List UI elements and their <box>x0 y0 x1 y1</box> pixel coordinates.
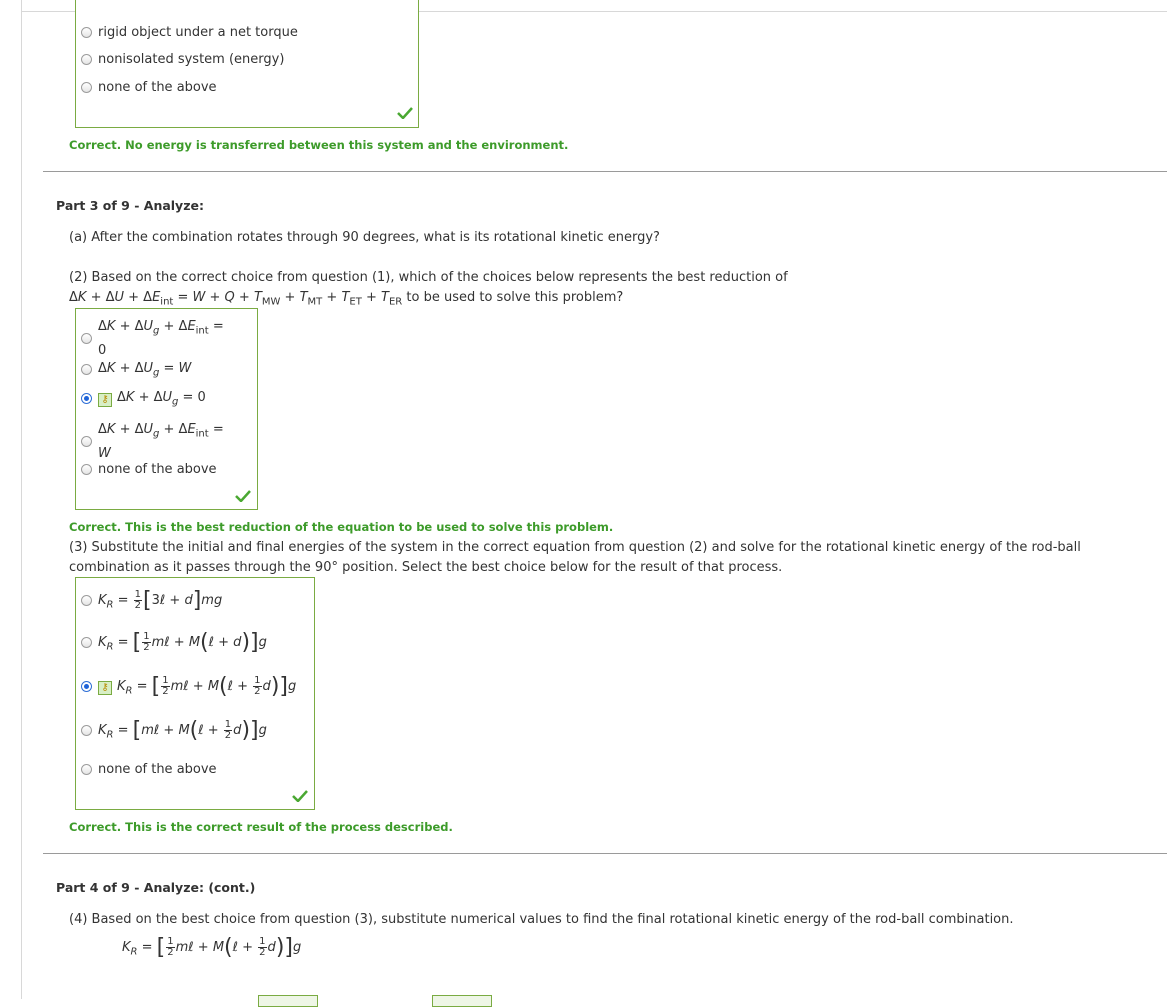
checkmark-icon <box>235 490 251 502</box>
option-label: rigid object under a net torque <box>98 25 298 40</box>
q2-option-2-selected[interactable] <box>81 390 206 408</box>
radio-button[interactable] <box>81 364 92 375</box>
part2-feedback: Correct. No energy is transferred between this system and the environment. <box>69 138 569 152</box>
radio-button-selected[interactable] <box>81 393 92 404</box>
option-nonisolated[interactable] <box>81 52 284 67</box>
section-divider <box>43 853 1167 854</box>
question3-answer-box <box>75 577 315 810</box>
equation-label: $K_R$ = [mℓ + M(ℓ + $\frac{1}{2}$ d)]g <box>98 718 267 743</box>
option-label: none of the above <box>98 762 217 777</box>
question-3-line1: (3) Substitute the initial and final energies of the system in the correct equation from question (2) and solve for the rotational kinetic energy of the rod-ball <box>69 540 1081 555</box>
equation-label: $K_R$ = [ $\frac{1}{2}$ mℓ + M(ℓ + d)]g <box>98 630 267 655</box>
q2-option-3[interactable] <box>81 420 224 463</box>
equation-label: $K_R$ = $\frac{1}{2}$ [3ℓ + d]mg <box>98 588 223 613</box>
radio-button-selected[interactable] <box>81 681 92 692</box>
part3-title: Part 3 of 9 - Analyze: <box>56 198 204 213</box>
equation-label: $\Delta K + \Delta U_g + \Delta E_{int}$ = W <box>98 422 224 461</box>
equation-label: $\Delta K + \Delta U_g + \Delta E_{int}$ = 0 <box>98 319 224 358</box>
q2-option-1[interactable] <box>81 361 191 379</box>
q2-option-0[interactable] <box>81 317 224 360</box>
answer-input-1[interactable] <box>258 995 318 1007</box>
option-label: none of the above <box>98 462 217 477</box>
part2-answer-box <box>75 0 419 128</box>
question-4: (4) Based on the best choice from question (3), substitute numerical values to find the final rotational kinetic energy of the rod-ball combination. <box>69 912 1014 927</box>
section-divider <box>43 171 1167 172</box>
question2-feedback: Correct. This is the best reduction of the equation to be used to solve this problem. <box>69 520 614 534</box>
q2-option-4[interactable] <box>81 462 217 477</box>
option-label: none of the above <box>98 80 217 95</box>
radio-button[interactable] <box>81 725 92 736</box>
question-2-line1: (2) Based on the correct choice from question (1), which of the choices below represents the best reduction of <box>69 270 788 285</box>
equation-label: $K_R$ = [ $\frac{1}{2}$ mℓ + M(ℓ + $\frac{1}{2}$ d)]g <box>117 674 297 699</box>
equation-label: $\Delta K + \Delta U_g = 0$ <box>117 390 206 408</box>
left-margin-rule <box>21 0 22 999</box>
option-label: nonisolated system (energy) <box>98 52 285 67</box>
question-2-tail: to be used to solve this problem? <box>406 290 624 305</box>
question-2-line2 <box>69 290 623 308</box>
radio-button[interactable] <box>81 637 92 648</box>
question2-answer-box <box>75 308 258 510</box>
radio-button[interactable] <box>81 54 92 65</box>
question-3-line2: combination as it passes through the 90° position. Select the best choice below for the result of that process. <box>69 560 783 575</box>
q3-option-0[interactable] <box>81 588 222 613</box>
checkmark-icon <box>397 107 413 119</box>
checkmark-icon <box>292 790 308 802</box>
radio-button[interactable] <box>81 764 92 775</box>
q3-option-1[interactable] <box>81 630 267 655</box>
radio-button[interactable] <box>81 82 92 93</box>
radio-button[interactable] <box>81 595 92 606</box>
equation-label: $\Delta K + \Delta U_g = W$ <box>98 361 192 379</box>
answer-input-2[interactable] <box>432 995 492 1007</box>
q3-option-4[interactable] <box>81 762 217 777</box>
question-a: (a) After the combination rotates through 90 degrees, what is its rotational kinetic energy? <box>69 230 660 245</box>
key-icon: ⚷ <box>98 393 112 407</box>
radio-button[interactable] <box>81 436 92 447</box>
part4-title: Part 4 of 9 - Analyze: (cont.) <box>56 880 256 895</box>
q3-option-3[interactable] <box>81 718 267 743</box>
question3-feedback: Correct. This is the correct result of the process described. <box>69 820 453 834</box>
radio-button[interactable] <box>81 27 92 38</box>
option-none[interactable] <box>81 80 217 95</box>
radio-button[interactable] <box>81 464 92 475</box>
part4-equation: $K_R$ = [ $\frac{1}{2}$ mℓ + M(ℓ + $\frac{1}{2}$ d)]g <box>122 935 302 960</box>
q3-option-2-selected[interactable] <box>81 674 296 699</box>
full-energy-equation: $\Delta K + \Delta U + \Delta E_{int} = W + Q + T_{MW} + T_{MT} + T_{ET} + T_{ER}$ <box>69 290 403 308</box>
key-icon: ⚷ <box>98 681 112 695</box>
radio-button[interactable] <box>81 333 92 344</box>
option-rigid-object[interactable] <box>81 25 298 40</box>
